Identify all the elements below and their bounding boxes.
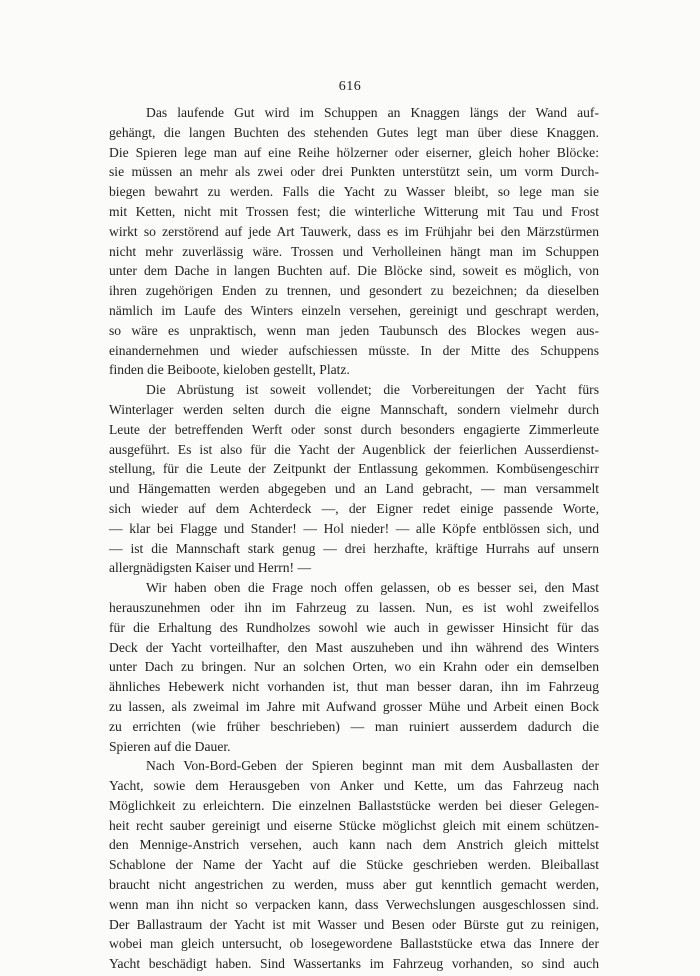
text-line: einandernehmen und wieder aufschiessen müsste. In der Mitte des Schuppens: [109, 342, 599, 358]
text-line: wobei man gleich untersucht, ob losegewordene Ballaststücke etwa das Innere der: [109, 936, 599, 952]
text-line: ihren zugehörigen Enden zu trennen, und gesondert zu bezeichnen; da dieselben: [109, 283, 599, 299]
paragraph: [109, 103, 599, 380]
text-line: sich wieder auf dem Achterdeck —, der Eigner redet einige passende Worte,: [109, 500, 599, 516]
text-line: ähnliches Hebewerk nicht vorhanden ist, thut man besser daran, ihn im Fahrzeug: [109, 679, 599, 695]
text-line: unter dem Dache in langen Buchten auf. Die Blöcke sind, soweit es möglich, von: [109, 263, 599, 279]
text-line: Spieren auf die Dauer.: [109, 738, 231, 754]
paragraph: [109, 756, 599, 974]
text-line: sie müssen an mehr als zwei oder drei Punkten unterstützt sein, um vorm Durch-: [109, 164, 599, 180]
text-line: Schablone der Name der Yacht auf die Stücke geschrieben werden. Bleiballast: [109, 857, 599, 873]
text-line: Die Spieren lege man auf eine Reihe hölzerner oder eiserner, gleich hoher Blöcke:: [109, 144, 599, 160]
text-line: Deck der Yacht vorteilhafter, den Mast auszuheben und ihn während des Winters: [109, 639, 599, 655]
text-line: nämlich im Laufe des Winters einzeln versehen, gereinigt und geschrapt werden,: [109, 302, 599, 318]
body-text: [109, 103, 599, 974]
text-line: heit recht sauber gereinigt und eiserne Stücke möglichst gleich mit einem schützen-: [109, 817, 599, 833]
text-line: Nach Von-Bord-Geben der Spieren beginnt man mit dem Ausballasten der: [146, 758, 599, 774]
text-line: so wäre es unpraktisch, wenn man jeden Taubunsch des Blockes wegen aus-: [109, 322, 599, 338]
text-line: — klar bei Flagge und Stander! — Hol nieder! — alle Köpfe entblössen sich, und: [109, 520, 599, 536]
text-line: stellung, für die Leute der Zeitpunkt der Entlassung gekommen. Kombüsengeschirr: [109, 461, 599, 477]
text-line: Yacht beschädigt haben. Sind Wassertanks im Fahrzeug vorhanden, so sind auch: [109, 956, 599, 972]
text-line: und Hängematten werden abgegeben und an Land gebracht, — man versammelt: [109, 481, 599, 497]
text-line: allergnädigsten Kaiser und Herrn! —: [109, 560, 312, 576]
text-line: zu errichten (wie früher beschrieben) — man ruiniert ausserdem dadurch die: [109, 718, 599, 734]
text-line: den Mennige-Anstrich versehen, auch kann nach dem Anstrich gleich mittelst: [109, 837, 599, 853]
text-line: braucht nicht angestrichen zu werden, muss aber gut kenntlich gemacht werden,: [109, 877, 599, 893]
text-line: für die Erhaltung des Rundholzes sowohl wie auch in gewisser Hinsicht für das: [109, 619, 599, 635]
text-line: herauszunehmen oder ihn im Fahrzeug zu lassen. Nun, es ist wohl zweifellos: [109, 599, 599, 615]
text-line: Leute der betreffenden Werft oder sonst durch besonders engagierte Zimmerleute: [109, 421, 599, 437]
text-line: wirkt so zerstörend auf jede Art Tauwerk, dass es im Frühjahr bei den Märzstürmen: [109, 223, 599, 239]
text-line: wenn man ihn nicht so verpacken kann, dass Verwechslungen ausgeschlossen sind.: [109, 896, 599, 912]
text-line: Der Ballastraum der Yacht ist mit Wasser und Besen oder Bürste gut zu reinigen,: [109, 916, 599, 932]
text-line: Yacht, sowie dem Herausgeben von Anker und Kette, um das Fahrzeug nach: [109, 778, 599, 794]
text-line: nicht mehr zuverlässig wäre. Trossen und Verholleinen hängt man im Schuppen: [109, 243, 599, 259]
text-line: Das laufende Gut wird im Schuppen an Knaggen längs der Wand auf-: [146, 105, 599, 120]
text-line: ausgeführt. Es ist also für die Yacht der Augenblick der feierlichen Ausserdienst-: [109, 441, 599, 457]
text-line: gehängt, die langen Buchten des stehenden Gutes legt man über diese Knaggen.: [109, 124, 599, 140]
paragraph: [109, 380, 599, 578]
text-line: Die Abrüstung ist soweit vollendet; die Vorbereitungen der Yacht fürs: [146, 382, 599, 398]
text-line: Möglichkeit zu erleichtern. Die einzelnen Ballaststücke werden bei dieser Gelegen-: [109, 797, 599, 813]
text-line: finden die Beiboote, kieloben gestellt, Platz.: [109, 362, 350, 378]
paragraph: [109, 578, 599, 756]
text-line: biegen bewahrt zu werden. Falls die Yacht zu Wasser bleibt, so lege man sie: [109, 184, 599, 200]
page-number: 616: [338, 79, 362, 94]
text-line: unter Dach zu bringen. Nur an solchen Orten, wo ein Krahn oder ein demselben: [109, 659, 599, 675]
text-line: mit Ketten, nicht mit Trossen fest; die winterliche Witterung mit Tau und Frost: [109, 203, 599, 219]
text-line: Winterlager werden selten durch die eigne Mannschaft, sondern vielmehr durch: [109, 401, 599, 417]
text-line: Wir haben oben die Frage noch offen gelassen, ob es besser sei, den Mast: [146, 580, 599, 596]
text-line: zu lassen, als zweimal im Jahre mit Aufwand grosser Mühe und Arbeit einen Bock: [109, 698, 599, 714]
text-line: — ist die Mannschaft stark genug — drei herzhafte, kräftige Hurrahs auf unsern: [109, 540, 599, 556]
